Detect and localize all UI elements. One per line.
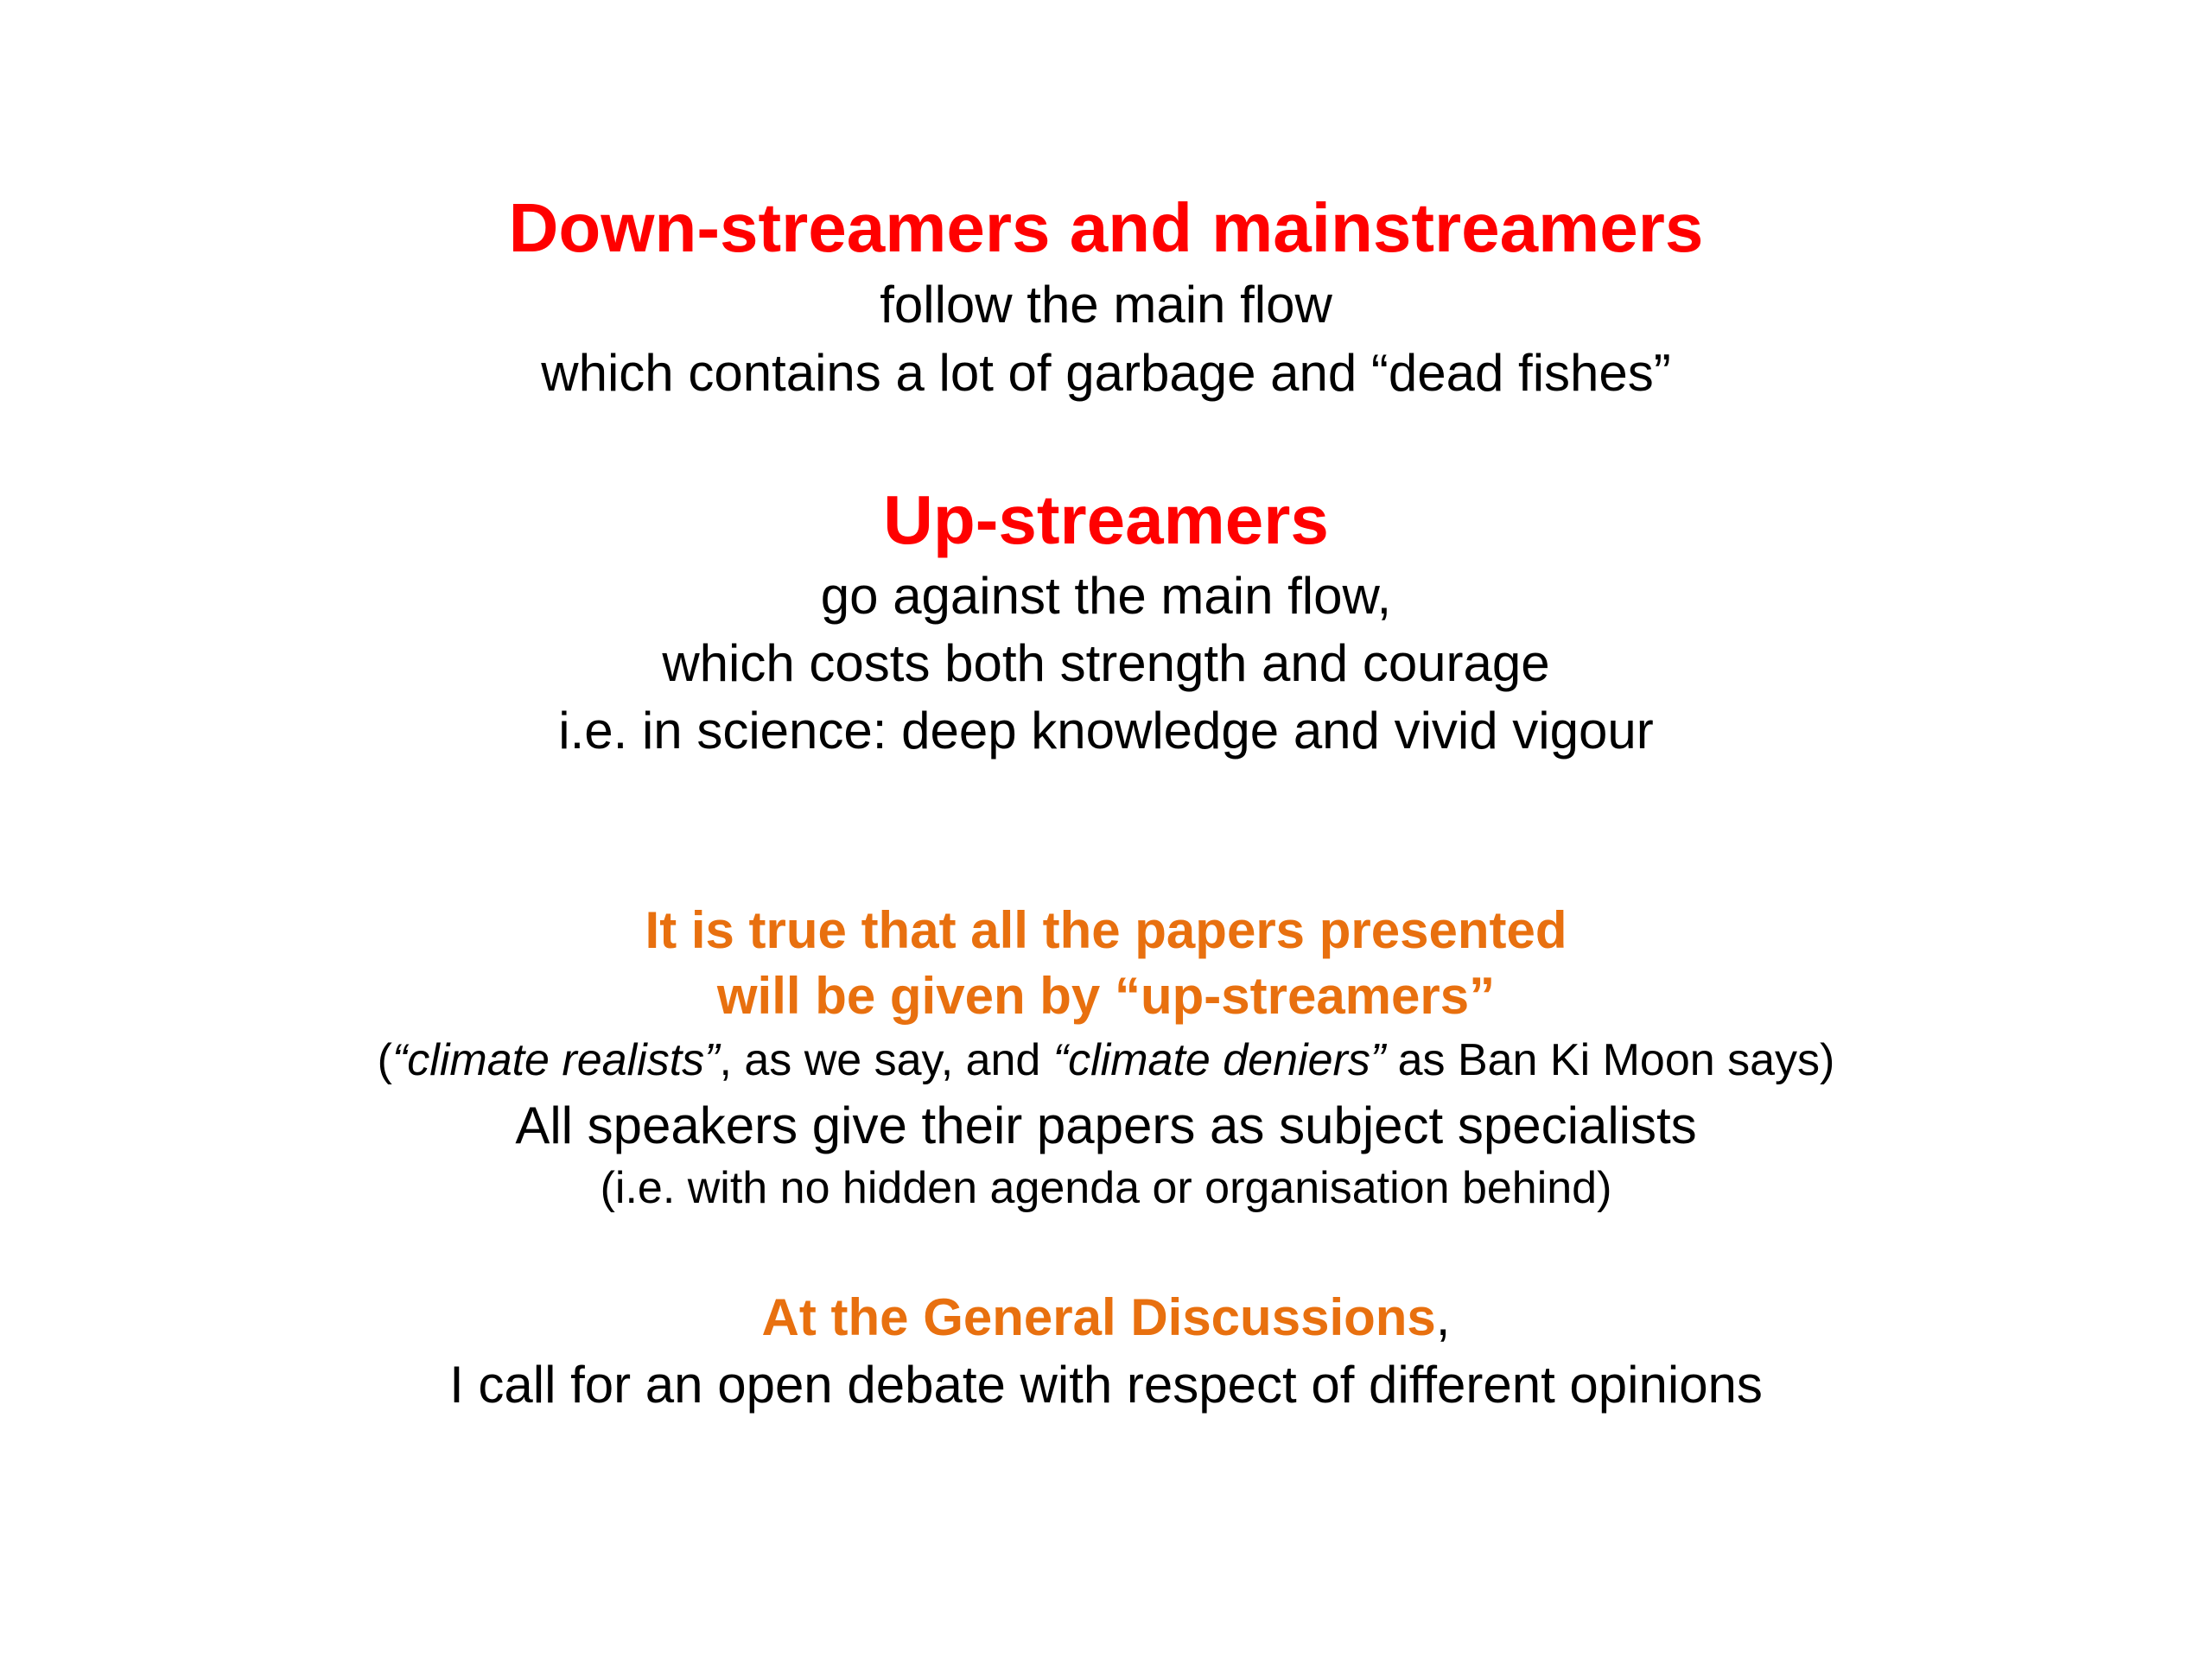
term-climate-deniers: “climate deniers”	[1052, 1035, 1386, 1085]
heading-up-streamers: Up-streamers	[883, 481, 1329, 558]
text-no-hidden-agenda: (i.e. with no hidden agenda or organisation behind)	[600, 1163, 1612, 1213]
text-follow-main-flow: follow the main flow	[880, 276, 1332, 334]
paren-open: (	[377, 1035, 392, 1085]
text-climate-realists-deniers	[0, 1035, 2212, 1087]
text-science-knowledge: i.e. in science: deep knowledge and vivid vigour	[558, 702, 1654, 760]
heading-general-discussions: At the General Discussions	[761, 1288, 1436, 1346]
text-general-discussions	[0, 1287, 2212, 1347]
text-against-main-flow: go against the main flow,	[820, 567, 1392, 625]
term-climate-realists: “climate realists”	[391, 1035, 720, 1085]
general-discussions-comma: ,	[1435, 1288, 1451, 1346]
text-garbage-dead-fishes: which contains a lot of garbage and “dead fishes”	[541, 344, 1671, 402]
text-speakers-specialists: All speakers give their papers as subject specialists	[515, 1096, 1697, 1154]
text-true-papers-presented: It is true that all the papers presented	[645, 901, 1567, 959]
text-given-by-up-streamers: will be given by “up-streamers”	[716, 967, 1496, 1025]
text-strength-courage: which costs both strength and courage	[662, 634, 1550, 692]
paren-end: as Ban Ki Moon says)	[1385, 1035, 1835, 1085]
paren-mid: , as we say, and	[719, 1035, 1053, 1085]
text-open-debate: I call for an open debate with respect of different opinions	[449, 1356, 1763, 1414]
heading-down-streamers: Down-streamers and mainstreamers	[508, 189, 1704, 266]
